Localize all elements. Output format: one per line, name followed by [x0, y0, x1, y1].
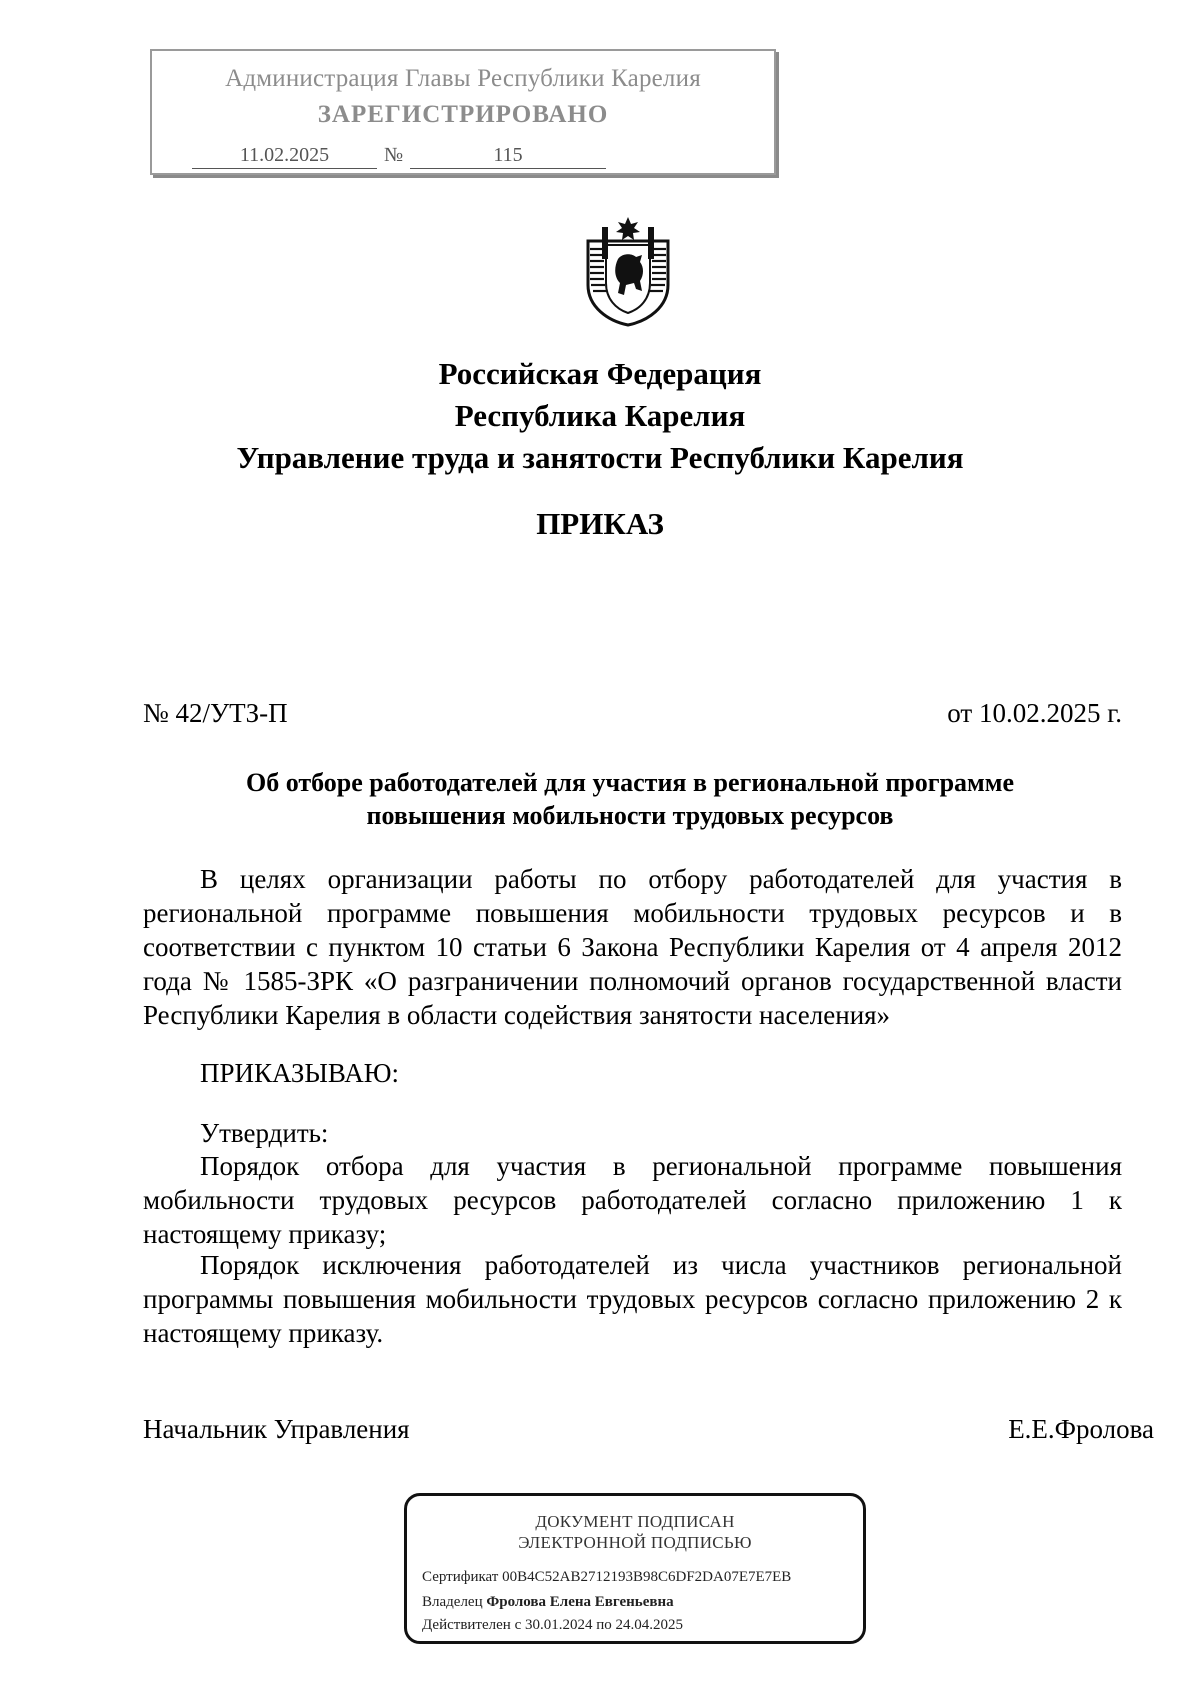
registration-number-sign: №: [384, 144, 404, 166]
registration-number: 115: [410, 144, 606, 169]
registration-stamp-status: ЗАРЕГИСТРИРОВАНО: [317, 101, 609, 128]
validity-to-label: по: [596, 1617, 612, 1633]
owner-value: Фролова Елена Евгеньевна: [486, 1594, 674, 1610]
document-number: № 42/УТЗ-П: [143, 698, 288, 728]
registration-date: 11.02.2025: [192, 144, 377, 169]
validity-from-label: с: [514, 1617, 522, 1633]
e-signature-title-line2: ЭЛЕКТРОННОЙ ПОДПИСЬЮ: [518, 1533, 752, 1552]
owner-label: Владелец: [422, 1594, 483, 1610]
document-subject: [140, 766, 1120, 832]
header-republic: Республика Карелия: [454, 398, 746, 433]
header-country: Российская Федерация: [438, 356, 762, 391]
document-type: ПРИКАЗ: [536, 506, 664, 541]
karelia-coat-of-arms-icon: [582, 215, 674, 327]
validity-from: 30.01.2024: [524, 1617, 593, 1633]
signatory-position: Начальник Управления: [143, 1414, 410, 1444]
document-date: от 10.02.2025 г.: [947, 698, 1122, 728]
e-signature-certificate: [422, 1569, 791, 1586]
order-item-2: Порядок исключения работодателей из числа участников региональной программы повышения мобильности трудовых ресурсов согласно приложению 2 к настоящему приказу.: [143, 1250, 1122, 1348]
preamble-paragraph: В целях организации работы по отбору работодателей для участия в региональной программе повышения мобильности трудовых ресурсов и в соответствии с пунктом 10 статьи 6 Закона Республики Карелия от 4 апреля 2012 года № 1585-ЗРК «О разграничении полномочий органов государственной власти Республики Карелия в области содействия занятости населения»: [143, 864, 1122, 1030]
e-signature-owner: [422, 1594, 674, 1611]
document-subject-line1: Об отборе работодателей для участия в региональной программе: [246, 768, 1014, 797]
registration-stamp-details: [192, 144, 752, 172]
validity-label: Действителен: [422, 1617, 511, 1633]
order-item-1: Порядок отбора для участия в региональной программе повышения мобильности трудовых ресурсов работодателей согласно приложению 1 к настоящему приказу;: [143, 1151, 1122, 1249]
e-signature-title-line1: ДОКУМЕНТ ПОДПИСАН: [535, 1512, 735, 1531]
header-agency: Управление труда и занятости Республики Карелия: [236, 440, 964, 475]
registration-stamp: [150, 49, 776, 175]
e-signature-validity: [422, 1617, 683, 1634]
electronic-signature-stamp: [404, 1493, 866, 1644]
validity-to: 24.04.2025: [615, 1617, 684, 1633]
order-word: ПРИКАЗЫВАЮ:: [200, 1058, 399, 1088]
document-subject-line2: повышения мобильности трудовых ресурсов: [366, 801, 894, 830]
registration-stamp-authority: Администрация Главы Республики Карелия: [225, 65, 701, 92]
approve-word: Утвердить:: [200, 1118, 329, 1148]
certificate-label: Сертификат: [422, 1569, 499, 1585]
signatory-name: Е.Е.Фролова: [1008, 1414, 1154, 1444]
certificate-value: 00B4C52AB2712193B98C6DF2DA07E7E7EB: [502, 1569, 792, 1585]
